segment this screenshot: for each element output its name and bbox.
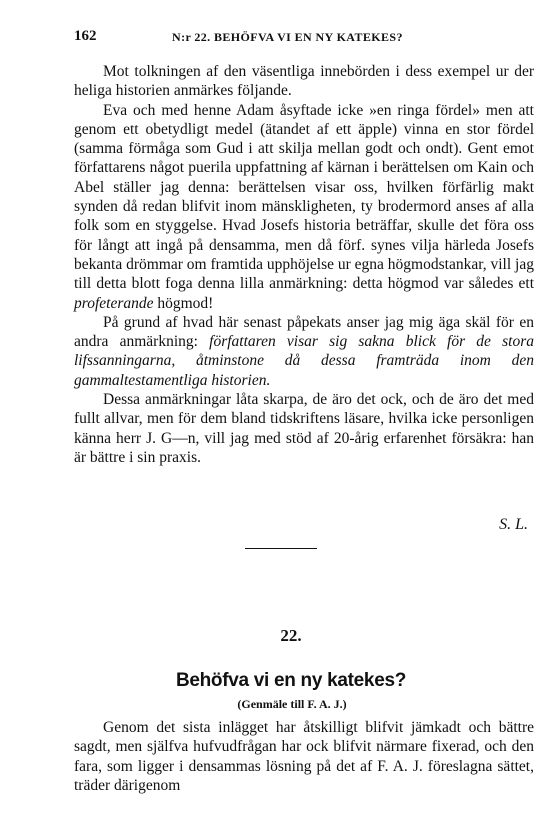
emphasized-text: författaren visar sig sakna blick för de stora lifssanningarna, åtminstone då dessa framträda inom den gammaltestamentliga historien.	[74, 333, 534, 389]
emphasized-text: profeterande	[74, 294, 154, 312]
page-header	[74, 28, 534, 48]
article-21-paragraphs	[74, 62, 534, 467]
article-21-body	[74, 62, 534, 467]
paragraph-text: Genom det sista inlägget har åtskilligt blifvit jämkadt och bättre sagdt, men själfva hufvudfrågan har ock blifvit närmare fixerad, och den fara, som ligger i densammas lösning på det af F. A. J. föreslagna sättet, träder därigenom	[74, 719, 534, 794]
running-head: N:r 22. BEHÖFVA VI EN NY KATEKES?	[172, 30, 403, 44]
paragraph-text: Eva och med henne Adam åsyftade icke »en ringa fördel» men att genom ett obetydligt medel (ätandet af ett äpple) vinna en stor fördel (samma förmåga som Gud i att skilja mellan godt och ondt). Gent emot författarens något puerila uppfattning af kärnan i berättelsen om Kain och Abel ställer jag denna: berättelsen visar oss, hvilken förfärlig makt synden då redan blifvit inom mänskligheten, ty brodermord anses af alla folk som en styggelse. Hvad Josefs historia beträffar, skulle det föra oss för långt att ingå på densamma, men då förf. synes vilja härleda Josefs bekanta drömmar om framtida upphöjelse ur egna högmodstankar, vill jag till detta blott foga denna lilla anmärkning: detta högmod var således ett	[74, 101, 534, 293]
signature: S. L.	[499, 516, 528, 533]
paragraph	[74, 718, 534, 795]
article-22-body	[74, 718, 534, 795]
section-number: 22.	[280, 626, 302, 645]
section-divider	[245, 548, 317, 549]
section-title: Behöfva vi en ny katekes?	[175, 670, 407, 691]
paragraph	[74, 101, 534, 313]
paragraph	[74, 62, 534, 101]
paragraph-text: Dessa anmärkningar låta skarpa, de äro det ock, och de äro det med fullt allvar, men för dem bland tidskriftens läsare, hvilka icke personligen känna herr J. G—n, vill jag med stöd af 20-årig erfarenhet försäkra: han är bättre i sin praxis.	[74, 391, 534, 466]
paragraph-text: Mot tolkningen af den väsentliga innebörden i dess exempel ur der heliga historien anmärkes följande.	[74, 63, 534, 100]
paragraph-text: På grund af hvad här senast påpekats anser jag mig äga skäl för en andra anmärkning:	[74, 313, 534, 351]
section-subtitle: (Genmäle till F. A. J.)	[237, 697, 347, 711]
article-22-paragraphs	[74, 718, 534, 795]
page-number: 162	[74, 28, 97, 44]
paragraph	[74, 390, 534, 467]
paragraph-text: högmod!	[153, 294, 214, 312]
paragraph	[74, 313, 534, 390]
